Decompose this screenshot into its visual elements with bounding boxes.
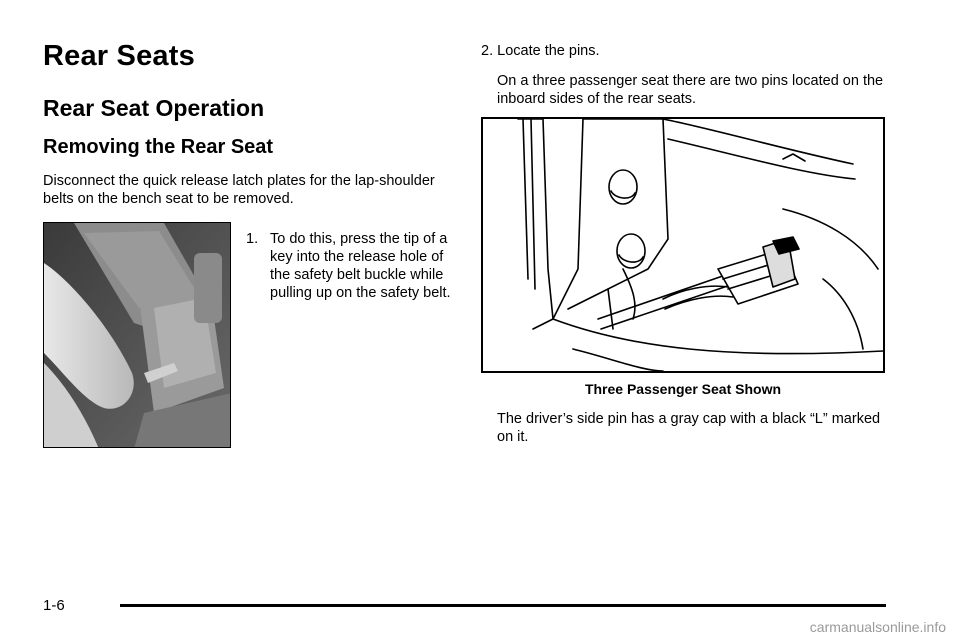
step-2-number: 2. — [481, 43, 494, 59]
step-2-description: On a three passenger seat there are two pins located on the inboard sides of the rear seats. — [497, 73, 884, 107]
intro-paragraph: Disconnect the quick release latch plates for the lap-shoulder belts on the bench seat to be removed. — [43, 173, 435, 207]
page-number: 1-6 — [43, 597, 65, 614]
driver-side-note: The driver’s side pin has a gray cap with a black “L” marked on it. — [497, 411, 881, 445]
step-2-title-text: Locate the pins. — [497, 43, 600, 59]
subsection-title: Rear Seat Operation — [43, 95, 265, 121]
step-1-text: To do this, press the tip of a key into the release hole of the safety belt buckle while pulling up on the safety belt. — [270, 231, 451, 301]
footer-rule — [120, 604, 886, 607]
figure-caption: Three Passenger Seat Shown — [584, 381, 782, 397]
topic-title: Removing the Rear Seat — [43, 136, 274, 158]
step-1 — [246, 230, 456, 302]
section-title: Rear Seats — [43, 40, 195, 72]
seat-pins-illustration — [481, 117, 885, 373]
buckle-photo — [43, 222, 231, 448]
step-1-number: 1. — [246, 231, 259, 247]
step-2-title — [481, 42, 901, 60]
watermark: carmanualsonline.info — [809, 619, 946, 635]
